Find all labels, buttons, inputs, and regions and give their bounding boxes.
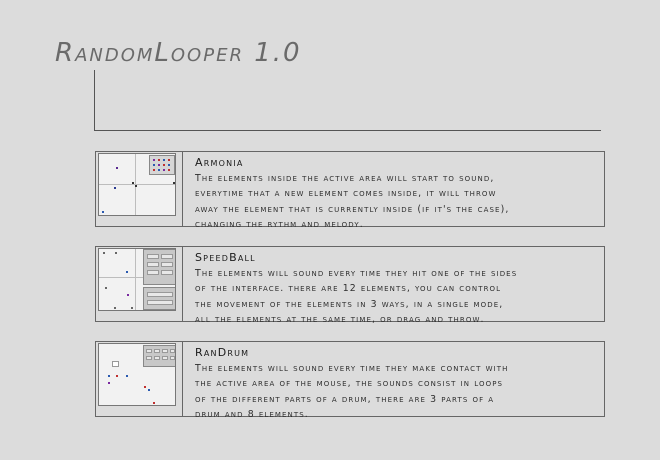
description-line: drum and 8 elements.: [195, 409, 309, 421]
thumb-dot: [153, 402, 155, 404]
thumb-dot: [173, 182, 175, 184]
app-name: Armonia: [195, 156, 244, 169]
description-line: the movement of the elements in 3 ways, in a single mode,: [195, 298, 504, 310]
app-description: [195, 266, 600, 328]
description-line: of the interface. there are 12 elements, you can control: [195, 283, 502, 295]
thumb-dot: [108, 382, 110, 384]
description-line: all the elements at the same time, or drag and throw.: [195, 314, 485, 326]
description-line: the active area of the mouse, the sounds consist in loops: [195, 378, 504, 390]
thumb-dot: [168, 164, 170, 166]
thumb-dot: [116, 375, 118, 377]
thumb-dot: [108, 375, 110, 377]
thumb-button: [161, 270, 173, 275]
thumb-button: [162, 349, 168, 353]
thumb-grid-line: [135, 249, 136, 311]
thumb-button: [147, 262, 159, 267]
thumb-dot: [114, 307, 116, 309]
app-card-speedball[interactable]: [95, 246, 605, 326]
description-line: The elements will sound every time they hit one of the sides: [195, 268, 518, 279]
thumb-dot: [144, 386, 146, 388]
thumb-control-panel: [143, 287, 176, 310]
thumb-dot: [158, 164, 160, 166]
app-name: SpeedBall: [195, 251, 256, 264]
thumb-dot: [163, 164, 165, 166]
thumb-dot: [135, 185, 137, 187]
thumb-control-panel: [143, 249, 176, 285]
thumb-control-panel: [149, 155, 175, 175]
app-card-randrum[interactable]: [95, 341, 605, 421]
card-separator: [182, 247, 183, 321]
description-line: The elements will sound every time they make contact with: [195, 363, 509, 374]
app-name: RanDrum: [195, 346, 250, 359]
thumb-button: [147, 300, 173, 305]
thumb-button: [112, 361, 119, 367]
thumb-dot: [168, 169, 170, 171]
app-title: RandomLooper 1.0: [55, 38, 302, 68]
thumb-dot: [132, 182, 134, 184]
app-description: [195, 171, 600, 233]
thumb-dot: [126, 271, 128, 273]
thumb-dot: [163, 169, 165, 171]
armonia-thumbnail[interactable]: [98, 153, 176, 216]
thumb-dot: [158, 169, 160, 171]
thumb-button: [146, 349, 152, 353]
description-line: of the different parts of a drum, there are 3 parts of a: [195, 393, 495, 405]
thumb-button: [147, 292, 173, 297]
description-line: everytime that a new element comes inside, it will throw: [195, 188, 497, 200]
thumb-button: [170, 356, 175, 360]
thumb-button: [170, 349, 175, 353]
thumb-dot: [126, 375, 128, 377]
thumb-button: [161, 262, 173, 267]
thumb-button: [161, 254, 173, 259]
randrum-thumbnail[interactable]: [98, 343, 176, 406]
thumb-button: [147, 254, 159, 259]
thumb-button: [146, 356, 152, 360]
card-separator: [182, 152, 183, 226]
thumb-dot: [158, 159, 160, 161]
thumb-button: [147, 270, 159, 275]
thumb-button: [162, 356, 168, 360]
app-card-armonia[interactable]: [95, 151, 605, 231]
title-divider-vertical: [94, 70, 95, 131]
thumb-dot: [105, 287, 107, 289]
thumb-dot: [153, 164, 155, 166]
title-divider-horizontal: [94, 130, 601, 131]
thumb-dot: [115, 252, 117, 254]
description-line: The elements inside the active area will start to sound,: [195, 173, 495, 184]
thumb-dot: [127, 294, 129, 296]
thumb-dot: [114, 187, 116, 189]
thumb-dot: [153, 159, 155, 161]
card-separator: [182, 342, 183, 416]
thumb-dot: [131, 307, 133, 309]
thumb-dot: [168, 159, 170, 161]
description-line: away the element that is currently inside (if it's the case),: [195, 203, 510, 215]
thumb-dot: [163, 159, 165, 161]
thumb-dot: [153, 169, 155, 171]
thumb-button: [154, 356, 160, 360]
thumb-dot: [102, 211, 104, 213]
thumb-grid-line: [99, 184, 176, 185]
speedball-thumbnail[interactable]: [98, 248, 176, 311]
thumb-dot: [103, 252, 105, 254]
thumb-grid-line: [99, 277, 143, 278]
thumb-dot: [148, 389, 150, 391]
description-line: changing the rythm and melody.: [195, 219, 364, 231]
thumb-control-panel: [143, 345, 176, 367]
app-description: [195, 361, 600, 423]
thumb-button: [154, 349, 160, 353]
thumb-dot: [116, 167, 118, 169]
